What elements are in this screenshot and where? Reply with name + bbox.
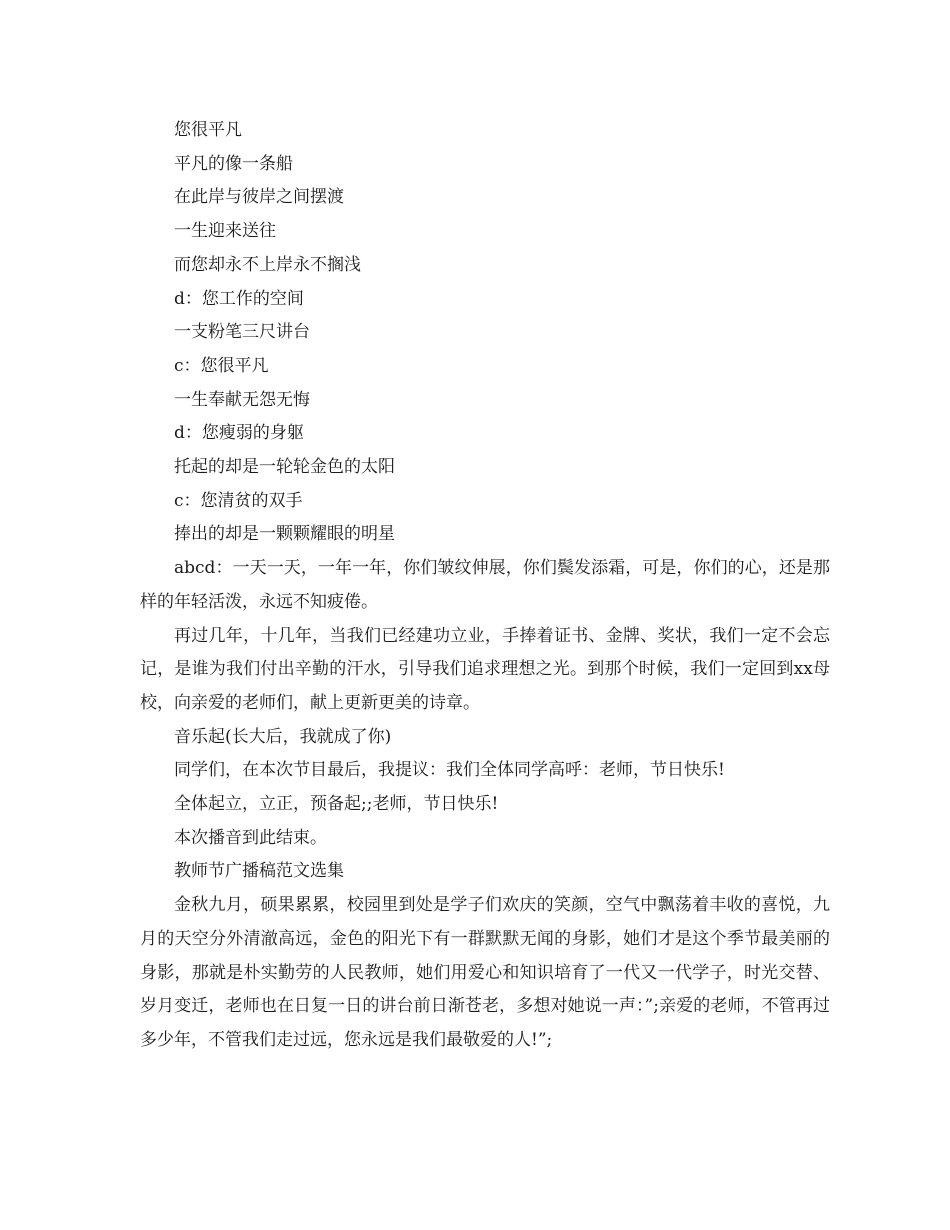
paragraph: 同学们，在本次节目最后，我提议：我们全体同学高呼：老师，节日快乐!: [174, 760, 725, 781]
section-heading: 教师节广播稿范文选集: [174, 861, 344, 882]
paragraph: 一支粉笔三尺讲台: [174, 322, 310, 343]
paragraph: 金秋九月，硕果累累，校园里到处是学子们欢庆的笑颜，空气中飘荡着丰收的喜悦，九月的天空分外清澈高远，金色的阳光下有一群默默无闻的身影，她们才是这个季节最美丽的身影，那就是朴实勤劳的人民教师，她们用爱心和知识培育了一代又一代学子，时光交替、岁月变迁，老师也在日复一日的讲台前日渐苍老，多想对她说一声：”;亲爱的老师，不管再过多少年，不管我们走过远，您永远是我们最敬爱的人!”;: [140, 895, 830, 1050]
paragraph: 一生迎来送往: [174, 221, 276, 242]
paragraph: 音乐起(长大后，我就成了你): [174, 726, 392, 747]
paragraph: 全体起立，立正，预备起;;老师，节日快乐!: [174, 794, 499, 815]
paragraph: abcd：一天一天，一年一年，你们皱纹伸展，你们鬓发添霜，可是，你们的心，还是那样的年轻活泼，永远不知疲倦。: [140, 558, 830, 612]
paragraph: 再过几年，十几年，当我们已经建功立业，手捧着证书、金牌、奖状，我们一定不会忘记，是谁为我们付出辛勤的汗水，引导我们追求理想之光。到那个时候，我们一定回到xx母校，向亲爱的老师们，献上更新更美的诗章。: [140, 625, 830, 713]
document-body: [140, 114, 830, 1058]
paragraph: d：您工作的空间: [174, 288, 304, 309]
paragraph: c：您很平凡: [174, 355, 269, 376]
paragraph: d：您瘦弱的身躯: [174, 423, 304, 444]
paragraph: 本次播音到此结束。: [174, 827, 327, 848]
paragraph: 您很平凡: [174, 120, 242, 140]
paragraph: 捧出的却是一颗颗耀眼的明星: [174, 524, 395, 545]
paragraph: 平凡的像一条船: [174, 153, 293, 174]
paragraph: 在此岸与彼岸之间摆渡: [174, 187, 344, 208]
paragraph: 一生奉献无怨无悔: [174, 389, 310, 410]
paragraph: c：您清贫的双手: [174, 490, 303, 511]
paragraph: 而您却永不上岸永不搁浅: [174, 254, 361, 275]
paragraph: 托起的却是一轮轮金色的太阳: [174, 457, 395, 478]
